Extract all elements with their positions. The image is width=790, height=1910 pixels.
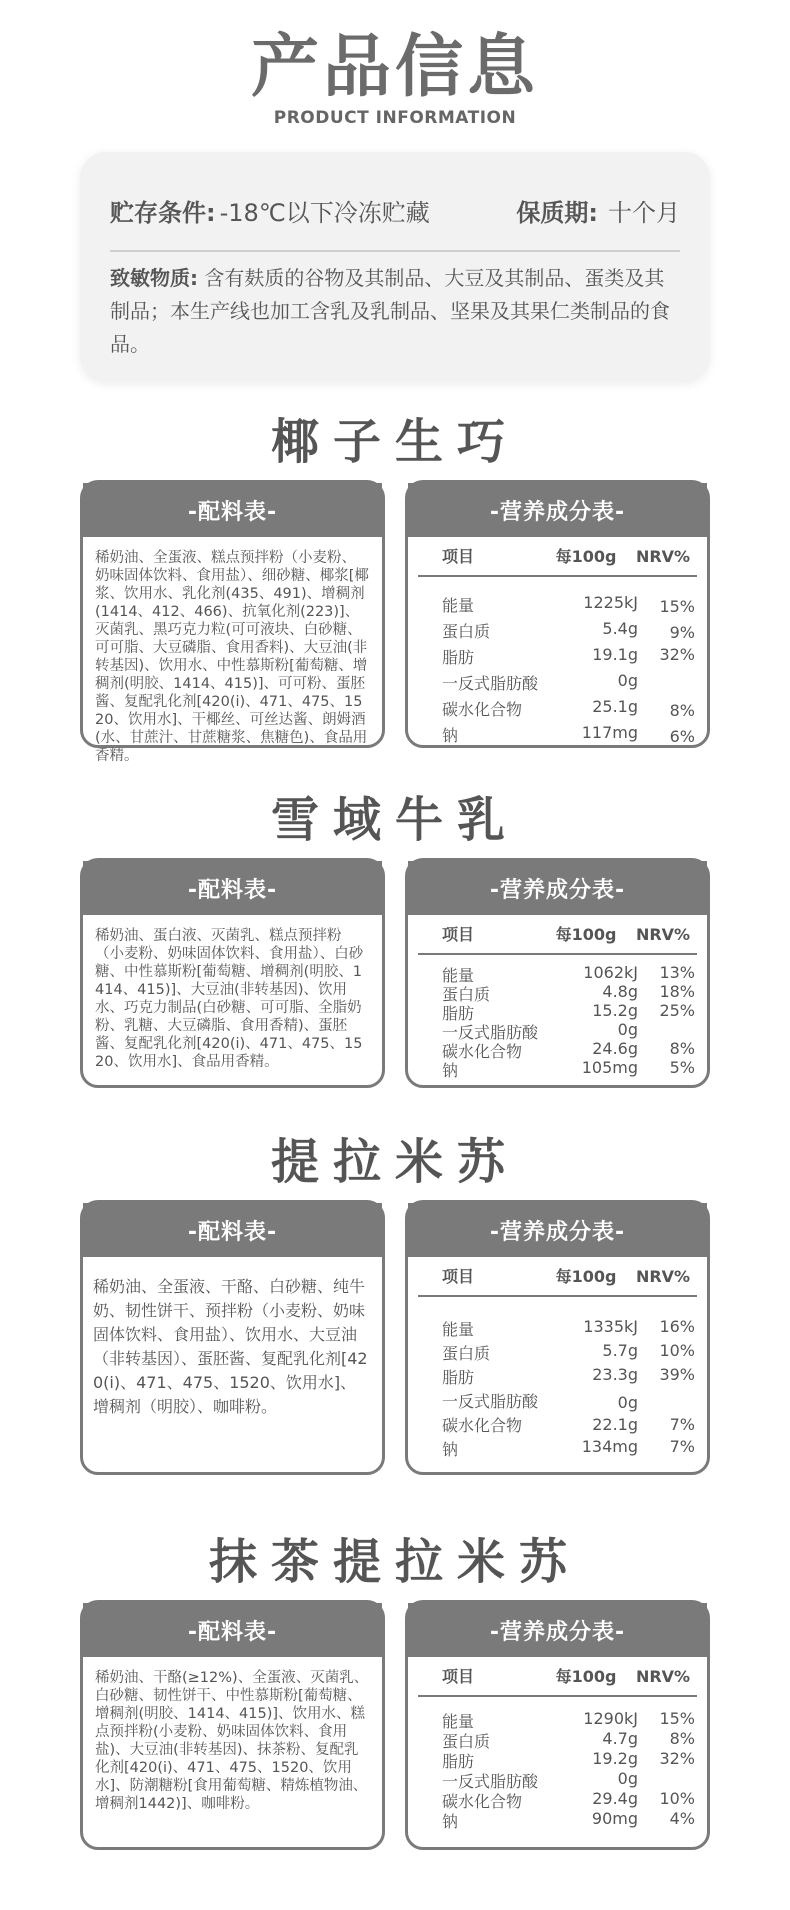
nutrient-nrv: 18% — [659, 982, 695, 1001]
nutrient-amount: 5.4g — [602, 619, 638, 638]
ingredients-header: -配料表- — [83, 1603, 382, 1657]
divider — [110, 250, 680, 252]
nutrition-row — [418, 593, 697, 619]
col-per100g: 每100g — [555, 547, 617, 566]
nutrition-row — [418, 1729, 697, 1749]
nutrient-amount: 15.2g — [592, 1001, 638, 1020]
nutrient-nrv: 5% — [669, 1058, 695, 1077]
nutrient-amount: 0g — [617, 1020, 638, 1039]
nutrient-name: 一反式脂肪酸 — [442, 1772, 539, 1791]
ingredients-header: -配料表- — [83, 1203, 382, 1257]
nutrient-amount: 105mg — [581, 1058, 638, 1077]
nutrient-nrv: 13% — [659, 963, 695, 982]
product-title: 提拉米苏 — [270, 1134, 519, 1190]
nutrient-name: 脂肪 — [442, 1368, 475, 1387]
nutrient-name: 碳水化合物 — [442, 1042, 523, 1061]
nutrition-card — [405, 480, 710, 748]
nutrition-row — [418, 1341, 697, 1365]
nutrition-row — [418, 1317, 697, 1341]
nutrient-nrv: 9% — [669, 623, 695, 642]
nutrition-header: -营养成分表- — [408, 483, 707, 537]
nutrient-name: 脂肪 — [442, 1004, 475, 1023]
nutrient-nrv: 32% — [659, 1749, 695, 1768]
nutrition-row — [418, 1020, 697, 1042]
nutrient-name: 钠 — [442, 726, 459, 745]
nutrition-row — [418, 1749, 697, 1769]
nutrient-name: 钠 — [442, 1440, 459, 1459]
nutrient-amount: 23.3g — [592, 1365, 638, 1384]
col-nrv: NRV% — [635, 1267, 691, 1286]
storage-condition-value: -18℃以下冷冻贮藏 — [219, 198, 430, 227]
nutrient-amount: 0g — [617, 1393, 638, 1412]
nutrient-name: 钠 — [442, 1812, 459, 1831]
nutrition-header: -营养成分表- — [408, 861, 707, 915]
ingredients-text: 稀奶油、全蛋液、干酪、白砂糖、纯牛奶、韧性饼干、预拌粉（小麦粉、奶味固体饮料、食用盐）、饮用水、大豆油（非转基因）、蛋胚酱、复配乳化剂[420(i)、471、475、1520、饮用水]、增稠剂（明胶）、咖啡粉。 — [93, 1277, 368, 1416]
nutrition-table-header — [418, 1657, 697, 1697]
nutrient-amount: 1062kJ — [583, 963, 638, 982]
ingredients-header: -配料表- — [83, 861, 382, 915]
col-per100g: 每100g — [555, 1667, 617, 1686]
nutrient-amount: 1335kJ — [583, 1317, 638, 1336]
nutrition-row — [418, 1413, 697, 1437]
nutrient-amount: 24.6g — [592, 1039, 638, 1058]
nutrition-row — [418, 697, 697, 723]
product-title: 抹茶提拉米苏 — [208, 1534, 581, 1590]
nutrition-header: -营养成分表- — [408, 1603, 707, 1657]
nutrient-name: 一反式脂肪酸 — [442, 1023, 539, 1042]
shelf-life-value: 十个月 — [608, 198, 680, 227]
col-per100g: 每100g — [555, 925, 617, 944]
ingredients-card — [80, 858, 385, 1088]
nutrition-row — [418, 645, 697, 671]
nutrient-name: 蛋白质 — [442, 985, 491, 1004]
nutrient-nrv: 6% — [669, 727, 695, 746]
allergen-info — [110, 262, 680, 361]
nutrition-row — [418, 1437, 697, 1461]
col-nrv: NRV% — [635, 547, 691, 566]
nutrition-table-header — [418, 915, 697, 955]
shelf-life-label: 保质期: — [516, 198, 598, 227]
ingredients-card — [80, 1200, 385, 1475]
nutrition-row — [418, 963, 697, 985]
nutrient-amount: 90mg — [591, 1809, 638, 1828]
nutrition-card — [405, 1600, 710, 1850]
nutrient-name: 能量 — [442, 596, 475, 615]
nutrient-nrv: 15% — [659, 597, 695, 616]
nutrition-row — [418, 1039, 697, 1061]
nutrient-nrv: 16% — [659, 1317, 695, 1336]
nutrient-nrv: 8% — [669, 1039, 695, 1058]
nutrient-amount: 1290kJ — [583, 1709, 638, 1728]
page-subtitle: PRODUCT INFORMATION — [273, 108, 517, 128]
nutrient-name: 碳水化合物 — [442, 700, 523, 719]
page-title: 产品信息 — [250, 28, 539, 107]
col-per100g: 每100g — [555, 1267, 617, 1286]
nutrition-table-header — [418, 1257, 697, 1297]
nutrition-row — [418, 1389, 697, 1413]
nutrient-nrv: 8% — [669, 701, 695, 720]
col-item: 项目 — [442, 925, 475, 944]
nutrient-nrv: 10% — [659, 1341, 695, 1360]
nutrient-nrv: 7% — [669, 1437, 695, 1456]
nutrient-nrv: 32% — [659, 645, 695, 664]
nutrient-nrv: 39% — [659, 1365, 695, 1384]
nutrient-nrv: 10% — [659, 1789, 695, 1808]
nutrient-amount: 0g — [617, 671, 638, 690]
storage-row — [110, 190, 680, 230]
nutrient-amount: 117mg — [581, 723, 638, 742]
nutrient-nrv: 25% — [659, 1001, 695, 1020]
nutrition-card — [405, 858, 710, 1088]
nutrient-nrv: 7% — [669, 1415, 695, 1434]
storage-info-card — [80, 152, 710, 382]
nutrient-amount: 4.7g — [602, 1729, 638, 1748]
nutrition-row — [418, 1769, 697, 1789]
nutrition-row — [418, 1809, 697, 1829]
nutrient-amount: 5.7g — [602, 1341, 638, 1360]
nutrient-amount: 1225kJ — [583, 593, 638, 612]
nutrition-row — [418, 1709, 697, 1729]
nutrient-name: 一反式脂肪酸 — [442, 674, 539, 693]
storage-condition-label: 贮存条件: — [110, 198, 216, 227]
nutrient-amount: 29.4g — [592, 1789, 638, 1808]
nutrient-amount: 0g — [617, 1769, 638, 1788]
nutrient-name: 能量 — [442, 1712, 475, 1731]
nutrient-name: 蛋白质 — [442, 1732, 491, 1751]
col-nrv: NRV% — [635, 1667, 691, 1686]
nutrition-row — [418, 671, 697, 697]
nutrient-name: 脂肪 — [442, 648, 475, 667]
col-item: 项目 — [442, 1667, 475, 1686]
ingredients-header: -配料表- — [83, 483, 382, 537]
nutrient-name: 蛋白质 — [442, 622, 491, 641]
nutrient-name: 能量 — [442, 1320, 475, 1339]
col-nrv: NRV% — [635, 925, 691, 944]
nutrient-amount: 4.8g — [602, 982, 638, 1001]
nutrition-row — [418, 1365, 697, 1389]
nutrient-name: 钠 — [442, 1061, 459, 1080]
nutrition-row — [418, 1789, 697, 1809]
nutrient-name: 一反式脂肪酸 — [442, 1392, 539, 1411]
col-item: 项目 — [442, 1267, 475, 1286]
nutrient-nrv: 8% — [669, 1729, 695, 1748]
nutrition-row — [418, 982, 697, 1004]
ingredients-text: 稀奶油、全蛋液、糕点预拌粉（小麦粉、奶味固体饮料、食用盐）、细砂糖、椰浆[椰浆、饮用水、乳化剂(435、491)、增稠剂(1414、412、466)、抗氧化剂(223)]、灭菌乳、黑巧克力粒(可可液块、白砂糖、可可脂、大豆磷脂、食用香料)、大豆油(非转基因)、饮用水、中性慕斯粉[葡萄糖、增稠剂(明胶、1414、415)]、可可粉、蛋胚酱、复配乳化剂[420(i)、471、475、1520、饮用水]、干椰丝、可丝达酱、朗姆酒(水、甘蔗汁、甘蔗糖浆、焦糖色)、食品用香精。 — [95, 550, 369, 764]
nutrition-row — [418, 1058, 697, 1080]
nutrient-amount: 25.1g — [592, 697, 638, 716]
ingredients-text: 稀奶油、干酪(≥12%)、全蛋液、灭菌乳、白砂糖、韧性饼干、中性慕斯粉[葡萄糖、增稠剂(明胶、1414、415)]、饮用水、糕点预拌粉(小麦粉、奶味固体饮料、食用盐)、大豆油(非转基因)、抹茶粉、复配乳化剂[420(i)、471、475、1520、饮用水]、防潮糖粉[食用葡萄糖、精炼植物油、增稠剂1442)]、咖啡粉。 — [95, 1670, 369, 1812]
ingredients-card — [80, 1600, 385, 1850]
nutrient-amount: 19.2g — [592, 1749, 638, 1768]
nutrition-table-header — [418, 537, 697, 577]
col-item: 项目 — [442, 547, 475, 566]
nutrition-card — [405, 1200, 710, 1475]
nutrition-row — [418, 723, 697, 749]
product-title: 椰子生巧 — [270, 414, 519, 470]
nutrient-name: 碳水化合物 — [442, 1416, 523, 1435]
product-title: 雪域牛乳 — [270, 792, 519, 848]
nutrition-row — [418, 619, 697, 645]
ingredients-text: 稀奶油、蛋白液、灭菌乳、糕点预拌粉（小麦粉、奶味固体饮料、食用盐）、白砂糖、中性慕斯粉[葡萄糖、增稠剂(明胶、1414、415)]、大豆油(非转基因)、饮用水、巧克力制品(白砂糖、可可脂、全脂奶粉、乳糖、大豆磷脂、食用香精)、蛋胚酱、复配乳化剂[420(i)、471、475、1520、饮用水]、食品用香精。 — [95, 928, 364, 1070]
allergen-value: 含有麸质的谷物及其制品、大豆及其制品、蛋类及其制品；本生产线也加工含乳及乳制品、坚果及其果仁类制品的食品。 — [110, 266, 670, 356]
nutrient-amount: 134mg — [581, 1437, 638, 1456]
nutrient-nrv: 15% — [659, 1709, 695, 1728]
nutrient-nrv: 4% — [669, 1809, 695, 1828]
nutrition-header: -营养成分表- — [408, 1203, 707, 1257]
nutrient-amount: 22.1g — [592, 1415, 638, 1434]
nutrient-amount: 19.1g — [592, 645, 638, 664]
allergen-label: 致敏物质: — [110, 266, 198, 290]
nutrient-name: 蛋白质 — [442, 1344, 491, 1363]
ingredients-card — [80, 480, 385, 764]
nutrient-name: 能量 — [442, 966, 475, 985]
nutrient-name: 脂肪 — [442, 1752, 475, 1771]
nutrient-name: 碳水化合物 — [442, 1792, 523, 1811]
nutrition-row — [418, 1001, 697, 1023]
